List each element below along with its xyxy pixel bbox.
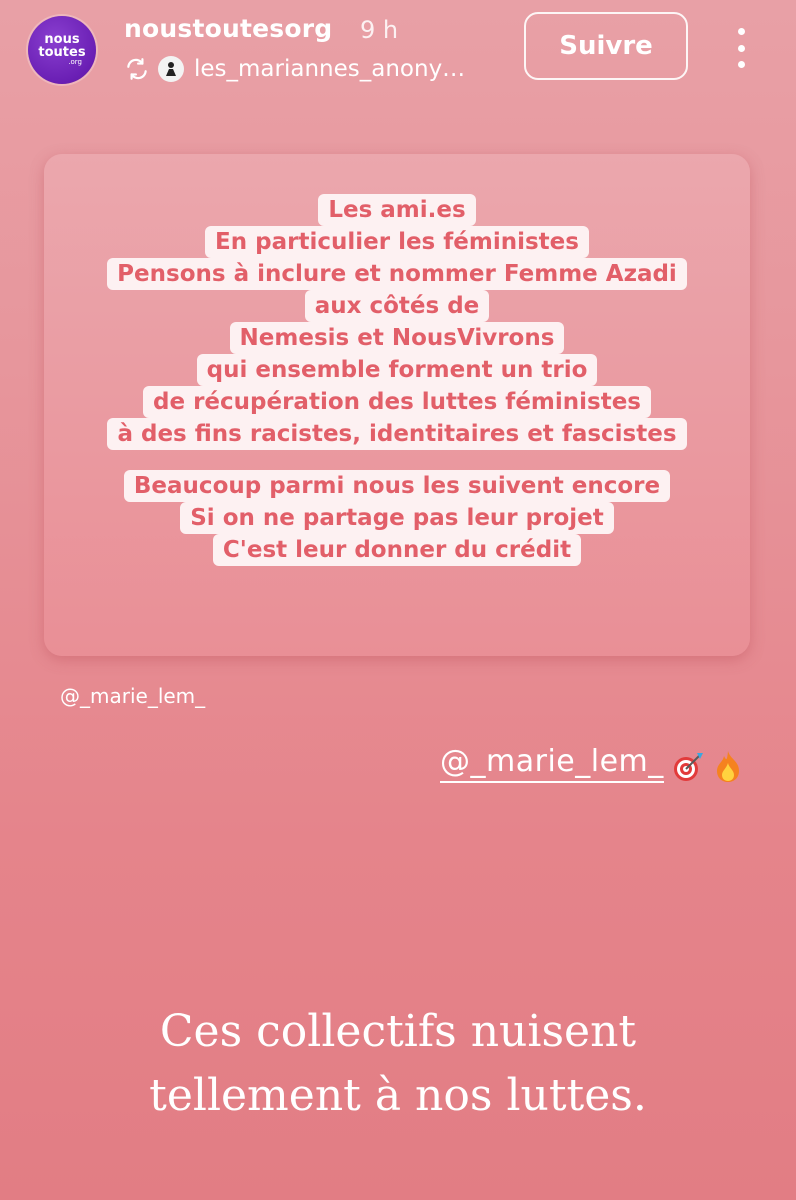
card-text-block [44, 194, 750, 566]
avatar-logo-line3: .org [68, 58, 82, 67]
card-line: C'est leur donner du crédit [213, 534, 581, 566]
caption-line-1: Ces collectifs nuisent [159, 1006, 637, 1057]
avatar-logo-line1: nous [44, 32, 80, 48]
card-line: En particulier les féministes [205, 226, 589, 258]
card-line: qui ensemble forment un trio [197, 354, 598, 386]
username[interactable]: noustoutesorg [124, 14, 333, 43]
avatar-logo-line2: toutes [38, 44, 86, 60]
figure-icon [162, 60, 180, 78]
fire-icon [712, 749, 744, 783]
mention-handle[interactable]: @_marie_lem_ [440, 744, 664, 783]
card-line: Nemesis et NousVivrons [230, 322, 565, 354]
card-line: Beaucoup parmi nous les suivent encore [124, 470, 670, 502]
caption-line-2: tellement à nos luttes. [149, 1070, 647, 1121]
reposted-story-card[interactable] [44, 154, 750, 656]
follow-button[interactable]: Suivre [524, 12, 688, 80]
more-dot [738, 61, 745, 68]
card-line: Si on ne partage pas leur projet [180, 502, 614, 534]
mention-sticker[interactable] [440, 744, 744, 783]
profile-avatar[interactable] [28, 16, 96, 84]
card-line: de récupération des luttes féministes [143, 386, 651, 418]
card-line: Les ami.es [318, 194, 475, 226]
card-line: à des fins racistes, identitaires et fascistes [107, 418, 686, 450]
repost-icon [124, 56, 150, 82]
card-line: aux côtés de [305, 290, 490, 322]
credit-mention[interactable]: @_marie_lem_ [60, 684, 206, 708]
post-time: 9 h [360, 16, 399, 44]
repost-source-username[interactable]: les_mariannes_anony… [194, 56, 466, 82]
more-dot [738, 28, 745, 35]
more-dot [738, 45, 745, 52]
more-vertical-icon[interactable] [726, 28, 756, 68]
card-line: Pensons à inclure et nommer Femme Azadi [107, 258, 687, 290]
story-caption [0, 1000, 796, 1128]
reposted-from-row[interactable] [124, 56, 465, 82]
repost-source-avatar[interactable] [158, 56, 184, 82]
target-icon [672, 749, 704, 783]
